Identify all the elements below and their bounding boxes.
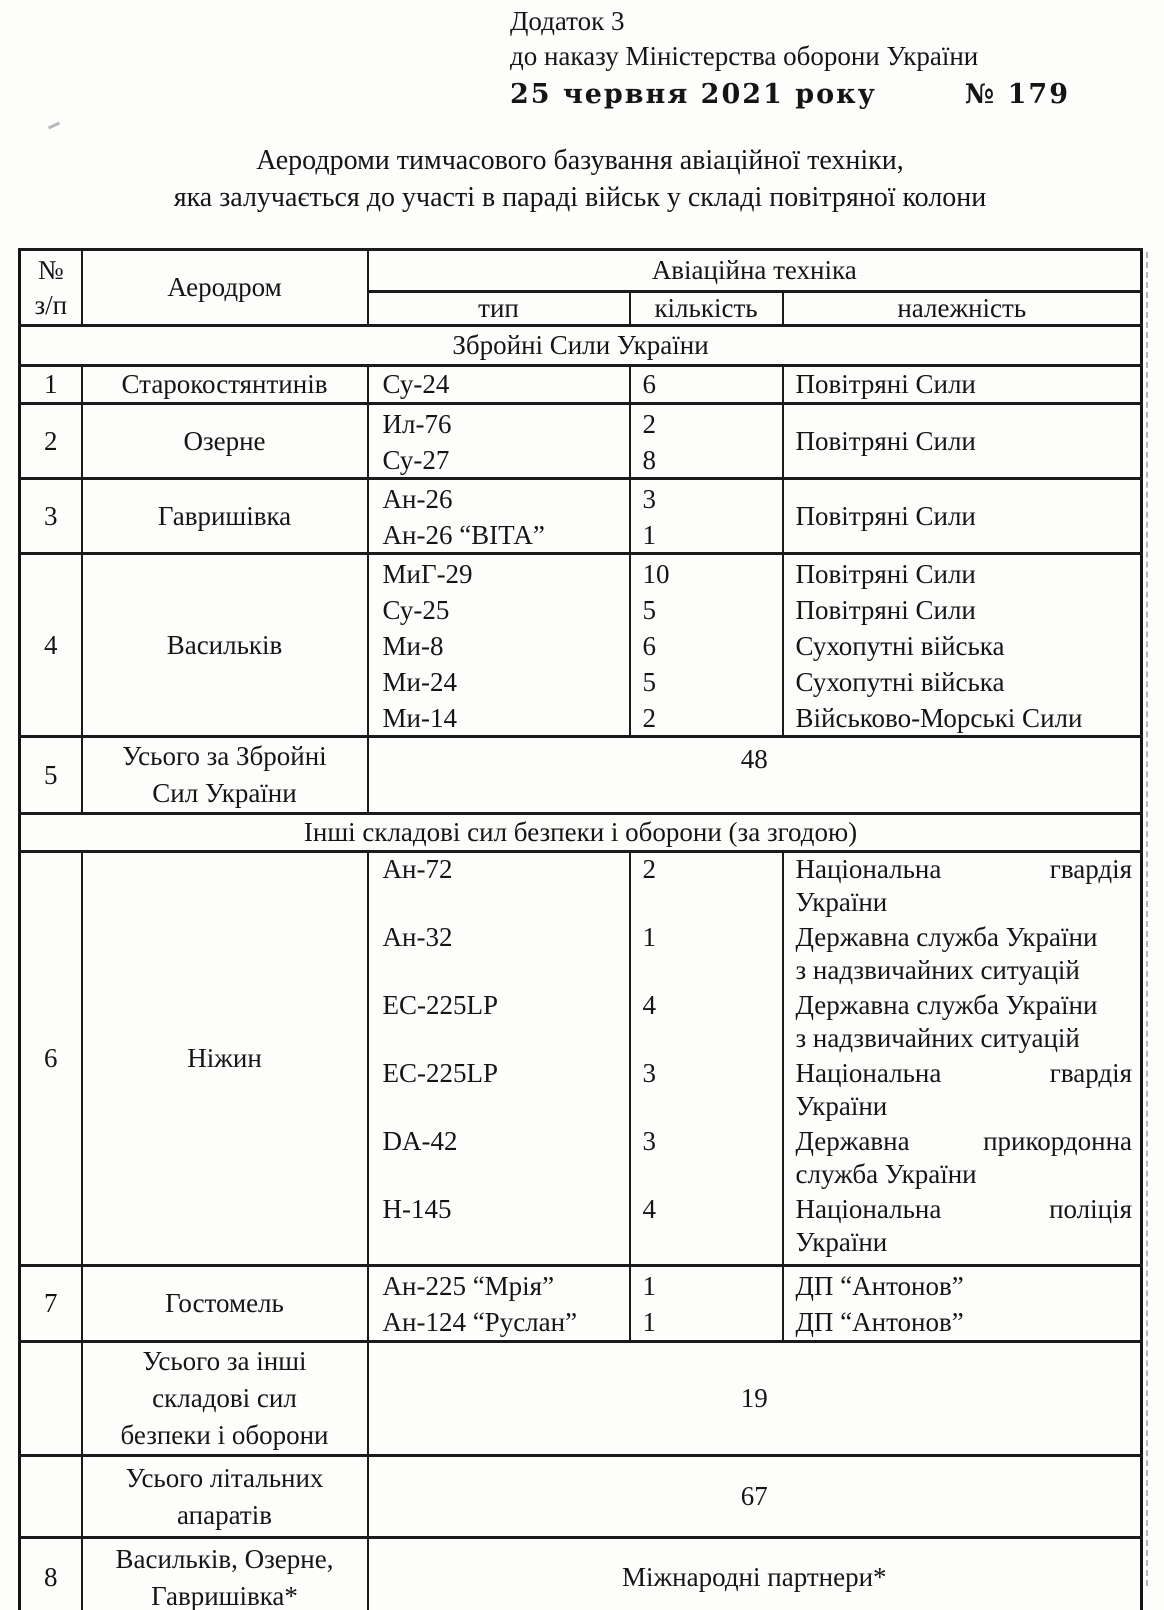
header-num-line2: з/п	[34, 289, 68, 320]
header-num-line1: №	[37, 254, 64, 285]
header-aviation: Авіаційна техніка	[368, 250, 1142, 292]
header-num	[20, 250, 82, 326]
table-row	[20, 479, 1142, 554]
total-label-line: безпеки і оборони	[120, 1420, 329, 1450]
row-total-other-label	[82, 1342, 368, 1456]
total-label-line: Усього літальних	[125, 1462, 324, 1493]
airfield-label-line: Васильків, Озерне,	[115, 1543, 334, 1574]
order-date-line	[510, 77, 1070, 112]
belonging-line: Державна служба України	[795, 922, 1098, 952]
table-row	[20, 852, 1142, 1266]
header-airfield: Аеродром	[82, 250, 368, 326]
row7-num: 7	[20, 1266, 82, 1342]
belonging-line: Національна гвардія	[795, 854, 1133, 884]
aircraft-type: ЕС-225LP	[382, 1058, 499, 1088]
table-row	[20, 1538, 1142, 1610]
row3-airfield: Гавришівка	[82, 479, 368, 554]
row4-types	[368, 554, 630, 737]
aircraft-count: 1	[642, 1307, 656, 1337]
row7-airfield: Гостомель	[82, 1266, 368, 1342]
table-row	[20, 404, 1142, 479]
header-type: тип	[368, 292, 630, 326]
row2-types	[368, 404, 630, 479]
section-other-forces: Інші складові сил безпеки і оборони (за згодою)	[20, 814, 1142, 852]
aircraft-count: 3	[642, 1058, 656, 1088]
belonging-line: з надзвичайних ситуацій	[795, 955, 1080, 985]
row8-partners-value: Міжнародні партнери*	[368, 1538, 1142, 1610]
aircraft-type: Н-145	[382, 1194, 452, 1224]
table-row	[20, 1266, 1142, 1342]
aircraft-type: DA-42	[382, 1126, 458, 1156]
aircraft-type: Су-27	[382, 445, 450, 475]
aircraft-type: Ан-72	[382, 854, 453, 884]
aircraft-belonging: Сухопутні війська	[795, 667, 1005, 697]
table-row	[20, 554, 1142, 737]
aircraft-belonging	[796, 989, 1133, 1057]
aircraft-belonging: ДП “Антонов”	[795, 1307, 964, 1337]
row4-belongings	[783, 554, 1142, 737]
aircraft-belonging	[796, 1193, 1133, 1261]
aircraft-count: 3	[642, 484, 656, 514]
scan-artifact-dashed-line	[1146, 252, 1148, 1586]
total-label-line: Усього за Збройні	[122, 741, 327, 771]
row6-types	[368, 852, 630, 1266]
document-header	[510, 4, 1070, 112]
aircraft-type: Ан-26 “ВІТА”	[382, 520, 545, 550]
row1-count: 6	[630, 366, 783, 404]
row8-num: 8	[20, 1538, 82, 1610]
row-total-all-label	[82, 1456, 368, 1538]
aircraft-type: Ми-14	[382, 703, 457, 733]
aircraft-belonging: Повітряні Сили	[795, 559, 976, 589]
scan-artifact-speck	[48, 122, 60, 130]
belonging-line: Національна поліція	[795, 1194, 1133, 1224]
aircraft-count: 6	[642, 631, 656, 661]
airfields-table	[18, 248, 1143, 1610]
row1-belonging: Повітряні Сили	[783, 366, 1142, 404]
aircraft-belonging: ДП “Антонов”	[795, 1271, 964, 1301]
order-reference: до наказу Міністерства оборони України	[510, 41, 979, 71]
aircraft-type: Ил-76	[382, 409, 452, 439]
aircraft-count: 8	[642, 445, 656, 475]
row6-airfield: Ніжин	[82, 852, 368, 1266]
table-row	[20, 737, 1142, 814]
total-label-line: Усього за інші	[142, 1346, 307, 1376]
total-label-line: апаратів	[177, 1499, 272, 1530]
aircraft-belonging	[796, 921, 1133, 989]
title-line-2: яка залучається до участі в параді військ у складі повітряної колони	[173, 182, 987, 213]
belonging-line: України	[795, 1091, 888, 1121]
aircraft-type: Ми-8	[382, 631, 444, 661]
aircraft-type: Ан-225 “Мрія”	[382, 1271, 555, 1301]
table-row	[20, 366, 1142, 404]
table-row	[20, 1456, 1142, 1538]
aircraft-count: 1	[642, 520, 656, 550]
belonging-line: Державна служба України	[795, 990, 1098, 1020]
aircraft-count: 2	[642, 854, 656, 884]
belonging-line: служба України	[795, 1159, 977, 1189]
aircraft-belonging: Повітряні Сили	[795, 595, 976, 625]
row2-counts	[630, 404, 783, 479]
row5-total: 48	[368, 737, 1142, 814]
aircraft-type: МиГ-29	[382, 559, 473, 589]
row3-counts	[630, 479, 783, 554]
row6-num: 6	[20, 852, 82, 1266]
row-total-other-value: 19	[368, 1342, 1142, 1456]
row7-counts	[630, 1266, 783, 1342]
aircraft-belonging	[796, 1057, 1133, 1125]
aircraft-count: 5	[642, 667, 656, 697]
header-count: кількість	[630, 292, 783, 326]
order-number: № 179	[964, 79, 1070, 110]
section-armed-forces: Збройні Сили України	[20, 326, 1142, 366]
aircraft-type: Ан-32	[382, 922, 453, 952]
order-date: 25 червня 2021 року	[510, 79, 877, 110]
row2-num: 2	[20, 404, 82, 479]
row7-types	[368, 1266, 630, 1342]
row-total-other-num-empty	[20, 1342, 82, 1456]
belonging-line: Національна гвардія	[795, 1058, 1133, 1088]
belonging-line: з надзвичайних ситуацій	[795, 1023, 1080, 1053]
row6-counts	[630, 852, 783, 1266]
aircraft-belonging	[796, 853, 1133, 921]
header-belonging: належність	[783, 292, 1142, 326]
aircraft-count: 4	[642, 1194, 656, 1224]
aircraft-count: 10	[642, 559, 670, 589]
appendix-label: Додаток 3	[510, 6, 625, 36]
title-line-1: Аеродроми тимчасового базування авіаційної техніки,	[256, 145, 904, 176]
aircraft-type: ЕС-225LP	[382, 990, 499, 1020]
belonging-line: України	[795, 1227, 888, 1257]
airfield-label-line: Гавришівка*	[151, 1580, 298, 1610]
row4-num: 4	[20, 554, 82, 737]
row3-types	[368, 479, 630, 554]
row-total-all-value: 67	[368, 1456, 1142, 1538]
aircraft-type: Су-25	[382, 595, 450, 625]
row1-type: Су-24	[368, 366, 630, 404]
aircraft-type: Ан-26	[382, 484, 453, 514]
row5-label	[82, 737, 368, 814]
belonging-line: України	[795, 887, 888, 917]
row2-airfield: Озерне	[82, 404, 368, 479]
total-label-line: Сил України	[152, 778, 297, 808]
row7-belongings	[783, 1266, 1142, 1342]
aircraft-belonging: Військово-Морські Сили	[795, 703, 1083, 733]
table-row	[20, 1342, 1142, 1456]
row4-counts	[630, 554, 783, 737]
aircraft-count: 2	[642, 703, 656, 733]
row3-belonging: Повітряні Сили	[783, 479, 1142, 554]
row8-airfields-label	[82, 1538, 368, 1610]
row-total-all-num-empty	[20, 1456, 82, 1538]
aircraft-count: 5	[642, 595, 656, 625]
aircraft-type: Ми-24	[382, 667, 457, 697]
belonging-line: Державна прикордонна	[795, 1126, 1133, 1156]
row6-belongings	[783, 852, 1142, 1266]
row4-airfield: Васильків	[82, 554, 368, 737]
row1-airfield: Старокостянтинів	[82, 366, 368, 404]
row3-num: 3	[20, 479, 82, 554]
row1-num: 1	[20, 366, 82, 404]
aircraft-belonging	[796, 1125, 1133, 1193]
aircraft-count: 2	[642, 409, 656, 439]
aircraft-count: 3	[642, 1126, 656, 1156]
row2-belonging: Повітряні Сили	[783, 404, 1142, 479]
document-title	[20, 142, 1140, 216]
aircraft-count: 1	[642, 1271, 656, 1301]
aircraft-count: 1	[642, 922, 656, 952]
aircraft-type: Ан-124 “Руслан”	[382, 1307, 578, 1337]
row5-num: 5	[20, 737, 82, 814]
total-label-line: складові сил	[152, 1383, 297, 1413]
aircraft-belonging: Сухопутні війська	[795, 631, 1005, 661]
aircraft-count: 4	[642, 990, 656, 1020]
